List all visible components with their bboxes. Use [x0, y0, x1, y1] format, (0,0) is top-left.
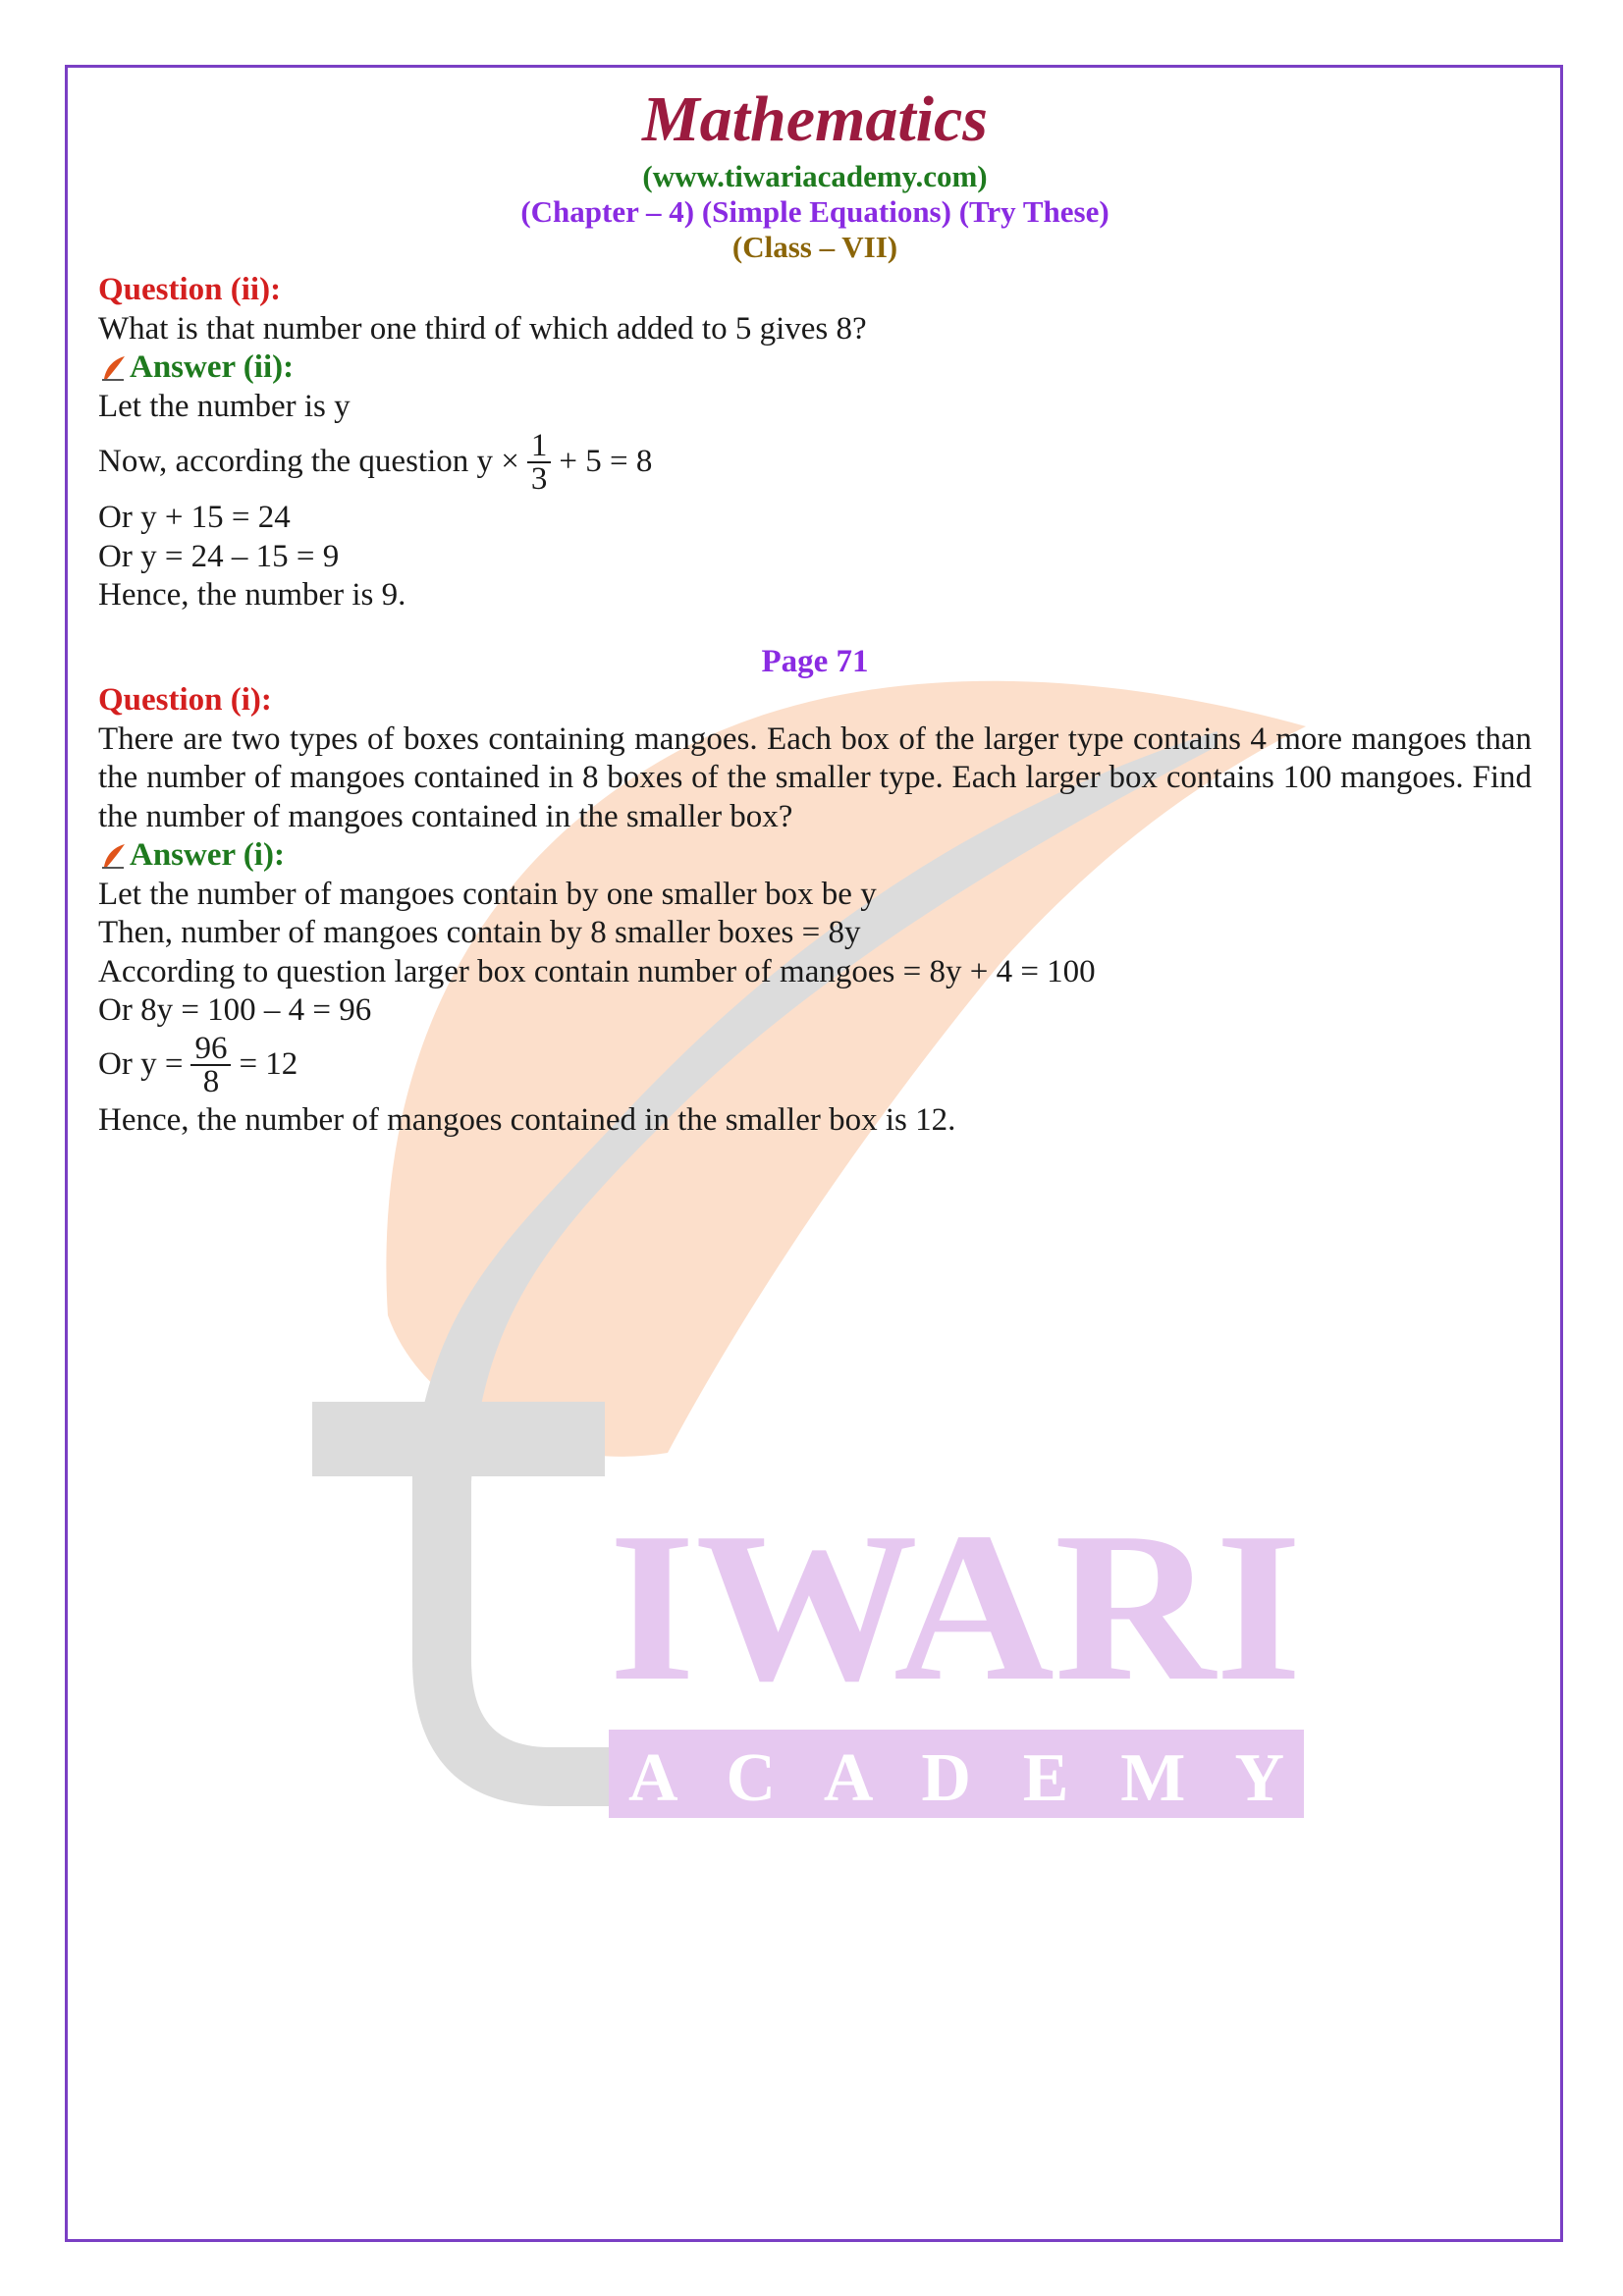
- fraction-numerator: 1: [527, 430, 552, 463]
- fraction-numerator: 96: [190, 1033, 231, 1066]
- question-i-label: Question (i):: [98, 682, 272, 718]
- question-ii-text: What is that number one third of which added to 5 gives 8?: [98, 310, 867, 347]
- watermark-text-academy: A C A D E M Y: [628, 1740, 1284, 1816]
- equation-prefix: Or y =: [98, 1045, 184, 1082]
- page-title: Mathematics: [641, 83, 988, 155]
- question-i-block: [98, 681, 1532, 1140]
- watermark-t-crossbar: [312, 1402, 605, 1476]
- answer-ii-line-3: Or y + 15 = 24: [98, 500, 291, 535]
- document-content: [98, 80, 1532, 1140]
- equation-suffix: + 5 = 8: [559, 444, 653, 480]
- website-link[interactable]: (www.tiwariacademy.com): [642, 159, 988, 193]
- page-number-label: Page 71: [761, 643, 869, 679]
- answer-i-line-4: Or 8y = 100 – 4 = 96: [98, 992, 372, 1028]
- answer-i-heading: [98, 836, 1532, 876]
- question-ii-label: Question (ii):: [98, 272, 282, 307]
- question-i-text: There are two types of boxes containing mangoes. Each box of the larger type contains 4 more mangoes than the number of mangoes contained in 8 boxes of the smaller type. Each larger box contains 100 mangoes. Find the number of mangoes contained in the smaller box?: [98, 721, 1532, 834]
- chapter-heading: (Chapter – 4) (Simple Equations) (Try These): [520, 194, 1109, 229]
- answer-ii-heading: [98, 348, 1532, 388]
- equation-prefix: Now, according the question y ×: [98, 444, 519, 480]
- fraction: [190, 1030, 231, 1099]
- answer-ii-label: Answer (ii):: [130, 349, 295, 385]
- pen-icon: [98, 353, 128, 383]
- answer-i-line-1: Let the number of mangoes contain by one smaller box be y: [98, 876, 877, 912]
- fraction-denominator: 3: [530, 461, 548, 497]
- answer-ii-conclusion: Hence, the number is 9.: [98, 577, 406, 613]
- fraction: [527, 430, 552, 495]
- pen-icon: [98, 841, 128, 871]
- watermark-text-iwari: IWARI: [609, 1489, 1302, 1726]
- class-heading: (Class – VII): [731, 230, 898, 264]
- answer-ii-line-4: Or y = 24 – 15 = 9: [98, 538, 340, 574]
- question-ii-block: [98, 271, 1532, 615]
- answer-i-equation: [98, 1030, 1532, 1099]
- answer-i-conclusion: Hence, the number of mangoes contained in the smaller box is 12.: [98, 1101, 956, 1138]
- equation-suffix: = 12: [239, 1045, 298, 1082]
- fraction-denominator: 8: [202, 1063, 220, 1099]
- answer-ii-line-1: Let the number is y: [98, 388, 351, 424]
- answer-ii-equation: [98, 430, 1532, 495]
- answer-i-line-3: According to question larger box contain number of mangoes = 8y + 4 = 100: [98, 953, 1096, 989]
- answer-i-label: Answer (i):: [130, 837, 285, 873]
- answer-i-line-2: Then, number of mangoes contain by 8 smaller boxes = 8y: [98, 915, 861, 950]
